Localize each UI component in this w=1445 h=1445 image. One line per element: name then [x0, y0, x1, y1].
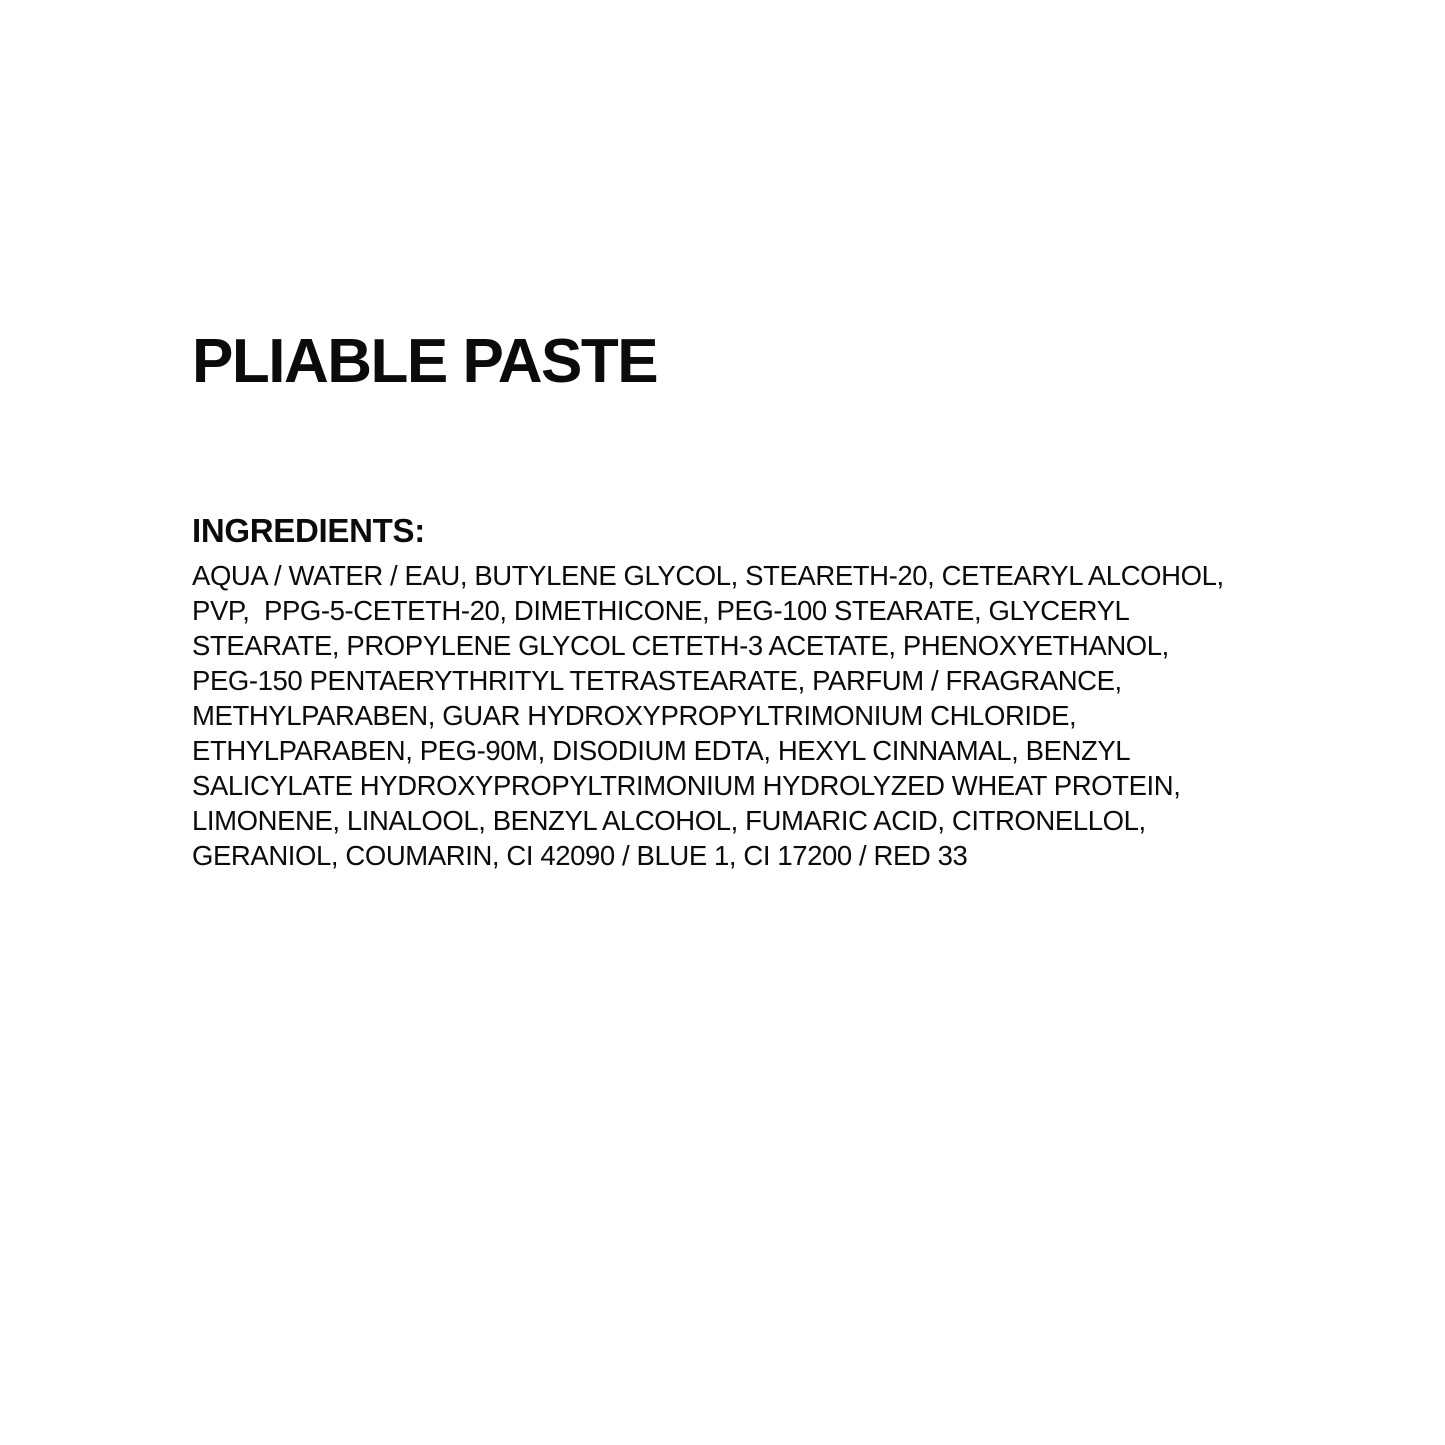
ingredients-text — [192, 558, 1292, 873]
ingredients-line: METHYLPARABEN, GUAR HYDROXYPROPYLTRIMONIUM CHLORIDE, — [192, 700, 1077, 731]
ingredients-line: AQUA / WATER / EAU, BUTYLENE GLYCOL, STEARETH-20, CETEARYL ALCOHOL, — [192, 560, 1224, 591]
ingredients-line: SALICYLATE HYDROXYPROPYLTRIMONIUM HYDROLYZED WHEAT PROTEIN, — [192, 770, 1181, 801]
ingredients-line: LIMONENE, LINALOOL, BENZYL ALCOHOL, FUMARIC ACID, CITRONELLOL, — [192, 805, 1146, 836]
ingredients-line: PEG-150 PENTAERYTHRITYL TETRASTEARATE, PARFUM / FRAGRANCE, — [192, 665, 1122, 696]
ingredients-line: GERANIOL, COUMARIN, CI 42090 / BLUE 1, CI 17200 / RED 33 — [192, 840, 968, 871]
ingredients-line: STEARATE, PROPYLENE GLYCOL CETETH-3 ACETATE, PHENOXYETHANOL, — [192, 630, 1169, 661]
product-title: PLIABLE PASTE — [192, 326, 658, 396]
ingredients-heading: INGREDIENTS: — [192, 512, 425, 550]
ingredients-line: ETHYLPARABEN, PEG-90M, DISODIUM EDTA, HEXYL CINNAMAL, BENZYL — [192, 735, 1131, 766]
ingredients-line: PVP, PPG-5-CETETH-20, DIMETHICONE, PEG-100 STEARATE, GLYCERYL — [192, 595, 1130, 626]
